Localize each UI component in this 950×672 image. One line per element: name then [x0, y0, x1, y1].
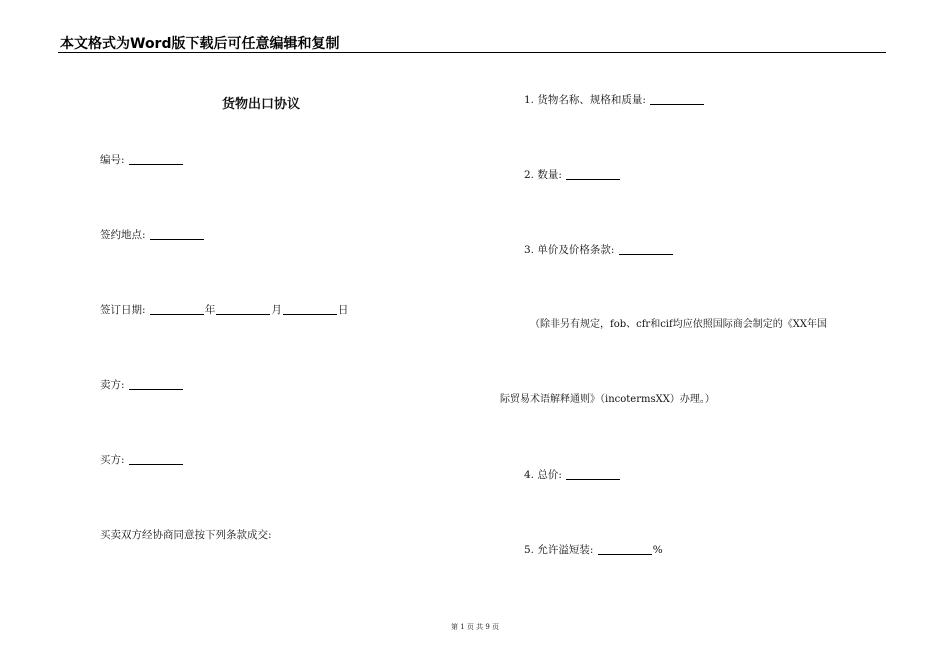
buyer-row	[100, 453, 184, 467]
signing-date-row	[100, 303, 348, 317]
signing-place-blank	[150, 228, 204, 240]
percent-sign: %	[652, 544, 663, 556]
date-month-blank	[216, 303, 270, 315]
incoterms-note-line-2: 际贸易术语解释通则》（incotermsXX）办理。）	[500, 394, 715, 405]
buyer-label: 买方:	[100, 454, 125, 466]
clause-quantity-label: 2. 数量:	[524, 169, 562, 181]
clause-price-blank	[619, 243, 673, 255]
date-month-label: 月	[271, 304, 282, 316]
clause-goods-row	[524, 93, 705, 107]
signing-place-row	[100, 228, 205, 242]
date-year-label: 年	[204, 304, 216, 316]
contract-number-label: 编号:	[100, 154, 125, 166]
date-day-blank	[283, 303, 337, 315]
buyer-blank	[129, 453, 183, 465]
document-title: 货物出口协议	[222, 97, 301, 112]
seller-label: 卖方:	[100, 379, 125, 391]
date-day-label: 日	[337, 304, 349, 316]
clause-goods-blank	[650, 93, 704, 105]
header-title: 本文格式为Word版下载后可任意编辑和复制	[60, 36, 340, 52]
signing-date-label: 签订日期:	[100, 304, 146, 316]
seller-row	[100, 378, 184, 392]
clause-quantity-blank	[566, 168, 620, 180]
contract-number-blank	[129, 153, 183, 165]
signing-place-label: 签约地点:	[100, 229, 146, 241]
contract-number-row	[100, 153, 184, 167]
agreement-intro: 买卖双方经协商同意按下列条款成交:	[100, 529, 272, 541]
clause-price-row	[524, 243, 674, 257]
clause-tolerance-label: 5. 允许溢短装:	[524, 544, 594, 556]
date-year-blank	[150, 303, 204, 315]
clause-total-row	[524, 468, 621, 482]
header-divider	[58, 52, 886, 53]
clause-goods-label: 1. 货物名称、规格和质量:	[524, 94, 646, 106]
seller-blank	[129, 378, 183, 390]
clause-tolerance-row	[524, 543, 663, 557]
page-number: 第 1 页 共 9 页	[450, 623, 500, 631]
clause-total-label: 4. 总价:	[524, 469, 562, 481]
incoterms-note-line-1: （除非另有规定，fob、cfr和cif均应依照国际商会制定的《XX年国	[530, 319, 827, 330]
clause-quantity-row	[524, 168, 621, 182]
clause-tolerance-blank	[598, 543, 652, 555]
clause-total-blank	[566, 468, 620, 480]
clause-price-label: 3. 单价及价格条款:	[524, 244, 615, 256]
